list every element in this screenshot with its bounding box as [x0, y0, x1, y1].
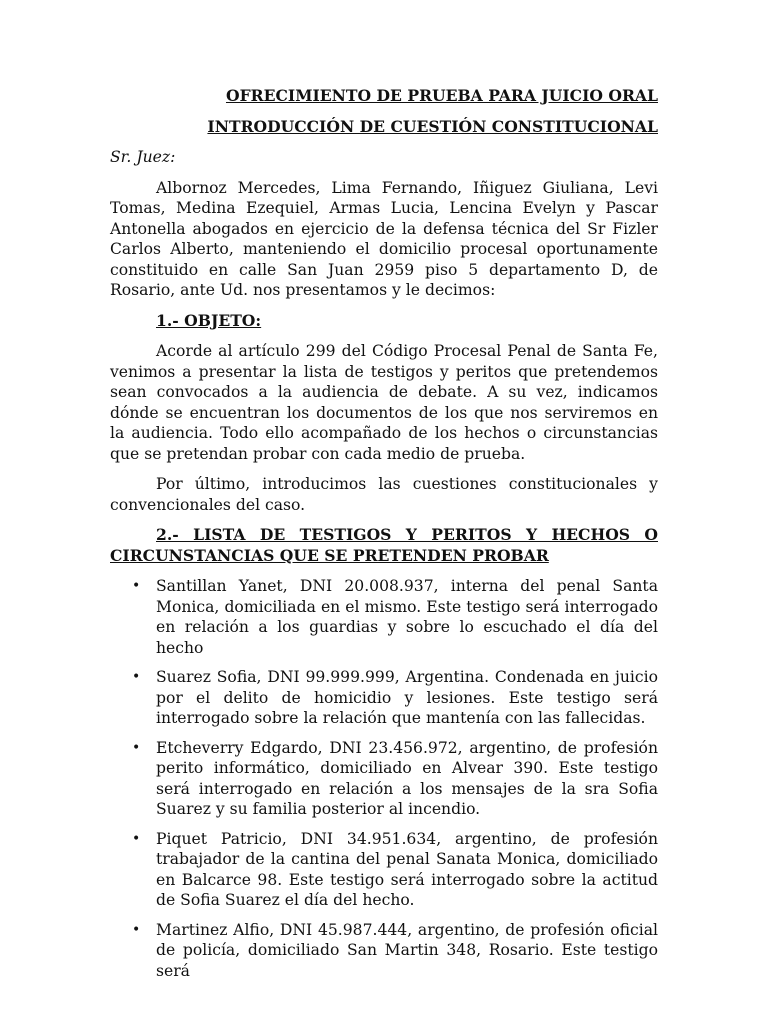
witness-text: Suarez Sofia, DNI 99.999.999, Argentina. Condenada en juicio por el delito de homicidio y lesiones. Este testigo será interrogado sobre la relación que mantenía con las fallecidas.: [156, 668, 658, 727]
section-1-paragraph-2: Por último, introducimos las cuestiones constitucionales y convencionales del caso.: [110, 475, 658, 514]
witness-text: Etcheverry Edgardo, DNI 23.456.972, argentino, de profesión perito informático, domiciliado en Alvear 390. Este testigo será interrogado en relación a los mensajes de la sra Sofia Suarez y su familia posterior al incendio.: [156, 738, 658, 818]
bullet-icon: •: [132, 669, 141, 685]
witness-text: Piquet Patricio, DNI 34.951.634, argentino, de profesión trabajador de la cantina del penal Sanata Monica, domiciliado en Balcarce 98. Este testigo será interrogado sobre la actitud de Sofia Suarez el día del hecho.: [156, 829, 658, 909]
witness-list-item: [110, 829, 658, 911]
witness-text: Santillan Yanet, DNI 20.008.937, interna del penal Santa Monica, domiciliada en el mismo. Este testigo será interrogado en relación a los guardias y sobre lo escuchado el día del hecho: [156, 577, 658, 657]
witness-list-item: [110, 920, 658, 982]
document-page: [110, 86, 658, 990]
document-heading-constitutional-question: INTRODUCCIÓN DE CUESTIÓN CONSTITUCIONAL: [207, 116, 658, 136]
witness-list: [110, 576, 658, 981]
witness-text: Martinez Alfio, DNI 45.987.444, argentino, de profesión oficial de policía, domiciliado San Martin 348, Rosario. Este testigo será: [156, 920, 658, 980]
witness-list-item: [110, 576, 658, 658]
bullet-icon: •: [132, 578, 141, 594]
salutation: Sr. Juez:: [110, 148, 176, 166]
bullet-icon: •: [132, 739, 141, 756]
bullet-icon: •: [132, 830, 141, 847]
intro-paragraph: Albornoz Mercedes, Lima Fernando, Iñiguez Giuliana, Levi Tomas, Medina Ezequiel, Armas Lucia, Lencina Evelyn y Pascar Antonella abogados en ejercicio de la defensa técnica del Sr Fizler Carlos Alberto, manteniendo el domicilio procesal oportunamente constituido en calle San Juan 2959 piso 5 departamento D, de Rosario, ante Ud. nos presentamos y le decimos:: [110, 178, 658, 299]
section-1-title: 1.- OBJETO:: [156, 310, 262, 330]
witness-list-item: [110, 738, 658, 820]
witness-list-item: [110, 667, 658, 729]
bullet-icon: •: [132, 921, 141, 938]
document-heading-offer-of-evidence: OFRECIMIENTO DE PRUEBA PARA JUICIO ORAL: [225, 86, 658, 105]
section-1-paragraph-1: Acorde al artículo 299 del Código Procesal Penal de Santa Fe, venimos a presentar la lista de testigos y peritos que pretendemos sean convocados a la audiencia de debate. A su vez, indicamos dónde se encuentran los documentos de los que nos serviremos en la audiencia. Todo ello acompañado de los hechos o circunstancias que se pretendan probar con cada medio de prueba.: [110, 342, 658, 463]
section-2-title: 2.- LISTA DE TESTIGOS Y PERITOS Y HECHOS O CIRCUNSTANCIAS QUE SE PRETENDEN PROBAR: [110, 525, 658, 565]
